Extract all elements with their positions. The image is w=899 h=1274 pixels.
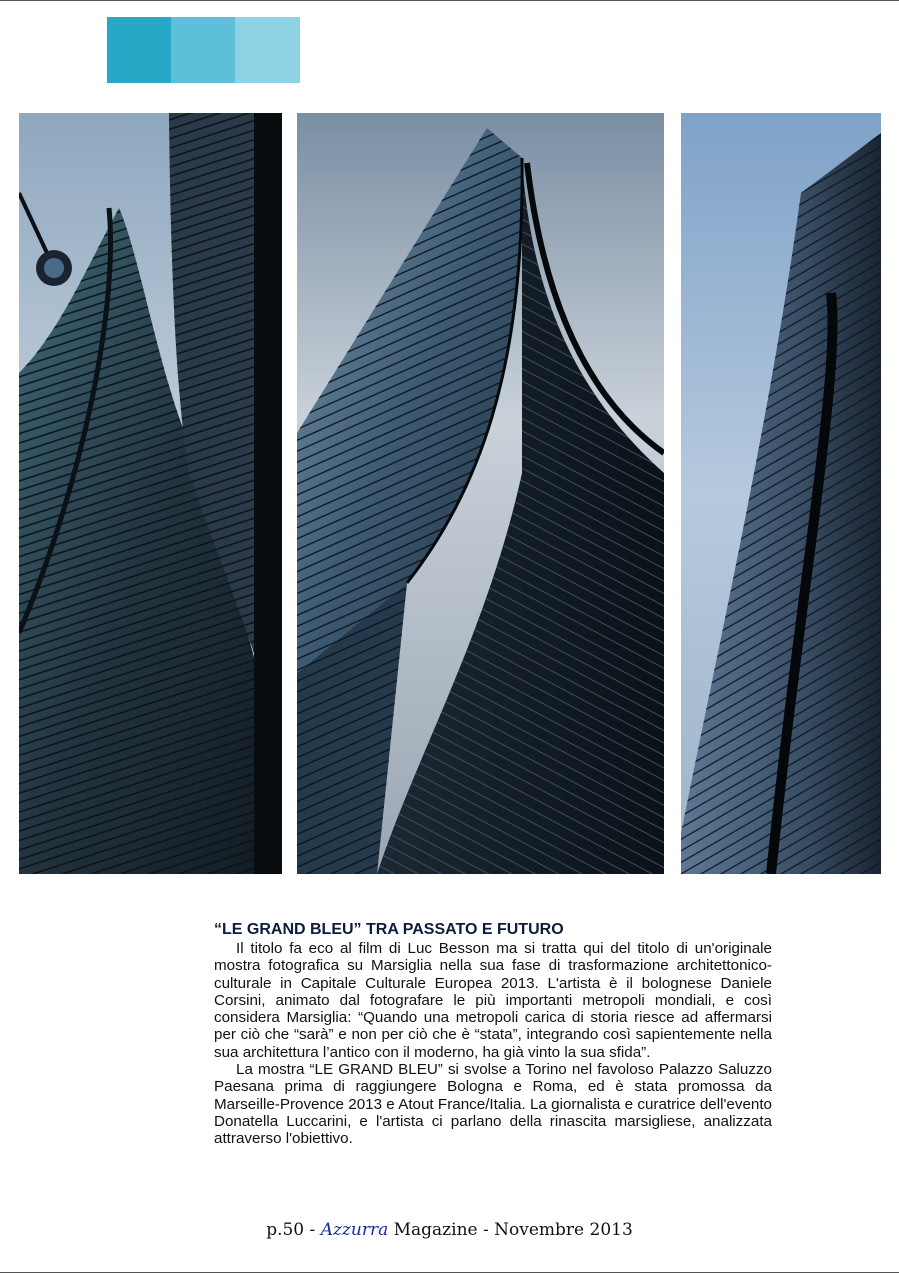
article — [214, 920, 772, 1148]
page-footer — [0, 1220, 899, 1240]
footer-issue: Magazine - Novembre 2013 — [388, 1220, 633, 1240]
footer-magazine-name: Azzurra — [320, 1220, 389, 1240]
photo-skyscraper-center — [297, 113, 664, 874]
color-swatch-dark — [107, 17, 171, 83]
article-headline: “LE GRAND BLEU” TRA PASSATO E FUTURO — [214, 921, 564, 938]
photo-skyscraper-right — [681, 113, 881, 874]
color-swatch-medium — [171, 17, 235, 83]
top-rule — [0, 0, 899, 1]
photo-skyscraper-left — [19, 113, 282, 874]
color-swatch-light — [235, 17, 300, 83]
footer-page-number: p.50 - — [266, 1220, 321, 1240]
article-paragraph-1: Il titolo fa eco al film di Luc Besson ma si tratta qui del titolo di un'originale mostra fotografica su Marsiglia nella sua fase di trasformazione architettonico-culturale in Capitale Culturale Europea 2013. L'artista è il bolognese Daniele Corsini, animato dal fotografare le più importanti metropoli mondiali, e così considera Marsiglia: “Quando una metropoli carica di storia riesce ad affermarsi per ciò che “sarà” e non per ciò che è “stata”, integrando così sapientemente nella sua architettura l’antico con il moderno, ha già vinto la sua sfida”. — [214, 940, 772, 1061]
bottom-rule — [0, 1272, 899, 1273]
article-paragraph-2: La mostra “LE GRAND BLEU” si svolse a Torino nel favoloso Palazzo Saluzzo Paesana prima di raggiungere Bologna e Roma, ed è stata promossa da Marseille-Provence 2013 e Atout France/Italia. La giornalista e curatrice dell'evento Donatella Luccarini, e l'artista ci parlano della rinascita marsigliese, analizzata attraverso l'obiettivo. — [214, 1061, 772, 1148]
